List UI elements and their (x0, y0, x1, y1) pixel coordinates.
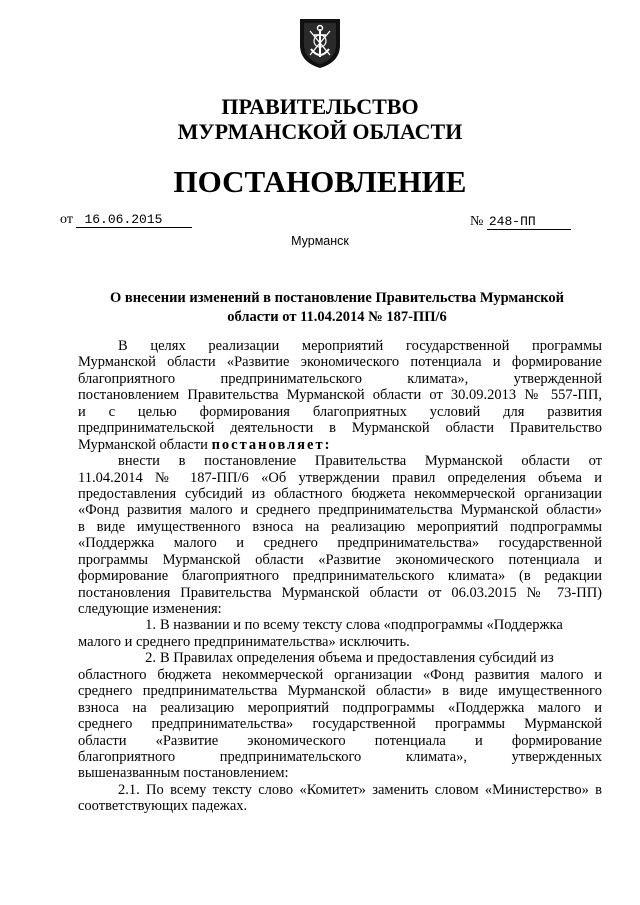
paragraph-line: благоприятного предпринимательского климата», утвержденной (78, 370, 602, 387)
paragraph-line: В целях реализации мероприятий государственной программы (118, 338, 602, 354)
subject-line: области от 11.04.2014 № 187-ПП/6 (227, 309, 447, 325)
list-item-number: 2. (145, 650, 156, 667)
paragraph-line: внести в постановление Правительства Мурманской области от (118, 453, 602, 470)
paragraph-line: постановления Правительства Мурманской области от 06.03.2015 № 73-ПП) (78, 584, 602, 601)
document-type: ПОСТАНОВЛЕНИЕ (173, 164, 467, 199)
org-title-line2: МУРМАНСКОЙ ОБЛАСТИ (177, 119, 463, 144)
list-item-text: В названии и по всему тексту слова «подпрограммы «Поддержка (160, 617, 563, 634)
paragraph-line: вышеназванным постановлением: (78, 765, 289, 782)
date-prefix: от (60, 212, 73, 227)
paragraph-line (78, 437, 602, 453)
document-body (78, 338, 602, 815)
paragraph-line: и с целью формирования благоприятных условий для развития (78, 403, 602, 420)
paragraph-line: среднего предпринимательства Мурманской области» в виде имущественного (78, 683, 602, 700)
date-field (60, 212, 192, 228)
paragraph-line: «Фонд развития малого и среднего предпринимательства Мурманской области» (78, 502, 602, 519)
org-title-line1: ПРАВИТЕЛЬСТВО (221, 94, 419, 119)
paragraph-line: соответствующих падежах. (78, 798, 248, 815)
city: Мурманск (291, 234, 349, 248)
resolution-word: постановляет: (211, 436, 332, 453)
paragraph-line: области «Развитие экономического потенциала и формирование (78, 732, 602, 749)
number-value: 248-ПП (487, 215, 571, 230)
number-field (470, 214, 571, 230)
paragraph-line: взноса на реализацию мероприятий подпрограммы «Поддержка малого и (78, 699, 602, 716)
paragraph-line: предоставления субсидий из областного бюджета некоммерческой организации (78, 485, 602, 502)
paragraph-line: формирование благоприятного предпринимательского климата» (в редакции (78, 568, 602, 585)
paragraph-line: благоприятного предпринимательского климата», утвержденных (78, 749, 602, 766)
list-item (78, 650, 602, 666)
paragraph-line: малого и среднего предпринимательства» исключить. (78, 633, 410, 650)
number-prefix: № (470, 214, 484, 229)
paragraph-line: 11.04.2014 № 187-ПП/6 «Об утверждении правил определения объема и (78, 469, 602, 486)
list-item-text: В Правилах определения объема и предоставления субсидий из (160, 650, 554, 667)
paragraph-line: 2.1. По всему тексту слово «Комитет» заменить словом «Министерство» в (118, 781, 602, 798)
paragraph-line: областного бюджета некоммерческой организации «Фонд развития малого и (78, 666, 602, 683)
paragraph-line: предпринимательской деятельности в Мурманской области Правительство (78, 420, 602, 437)
paragraph-line: следующие изменения: (78, 601, 222, 618)
coat-of-arms-icon (298, 15, 342, 69)
paragraph-line: «Поддержка малого и среднего предпринимательства» государственной (78, 535, 602, 552)
paragraph-line: среднего предпринимательства» государственной программы Мурманской (78, 716, 602, 733)
paragraph-text: Мурманской области (78, 436, 212, 453)
list-item (78, 617, 602, 633)
paragraph-line: постановлением Правительства Мурманской области от 30.09.2013 № 557-ПП, (78, 387, 602, 404)
date-value: 16.06.2015 (76, 213, 192, 228)
subject-line: О внесении изменений в постановление Правительства Мурманской (109, 290, 565, 306)
paragraph-line: Мурманской области «Развитие экономического потенциала и формирование (78, 354, 602, 371)
document-subject (92, 289, 582, 327)
paragraph-line: программы Мурманской области «Развитие экономического потенциала и (78, 551, 602, 568)
list-item-number: 1. (145, 617, 156, 634)
paragraph-line: в виде имущественного взноса на реализацию мероприятий подпрограммы (78, 518, 602, 535)
